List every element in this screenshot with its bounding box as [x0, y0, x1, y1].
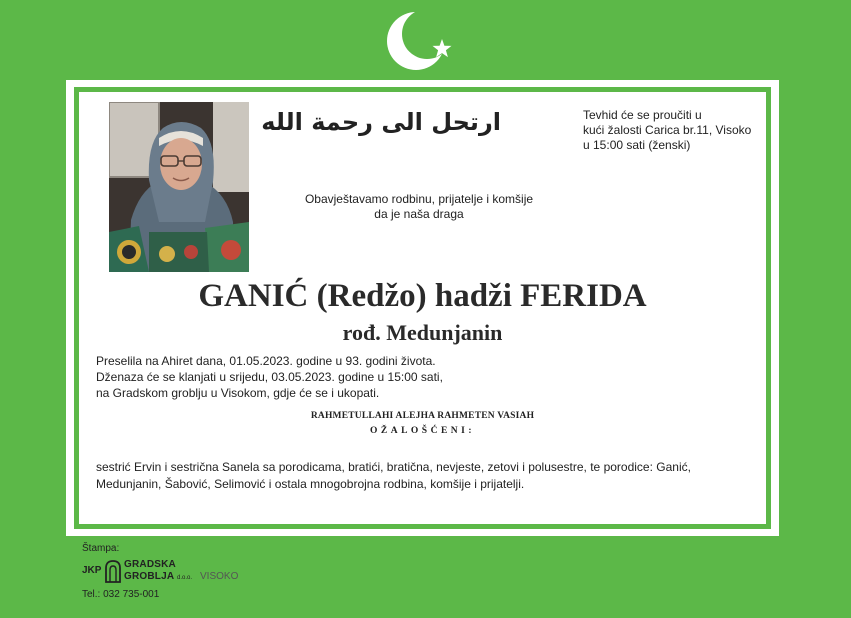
mourners-heading: OŽALOŠĆENI:	[369, 426, 475, 436]
notice-frame	[74, 87, 771, 529]
tevhid-line: Tevhid će se proučiti u	[583, 108, 702, 122]
prayer-line: RAHMETULLAHI ALEJHA RAHMETEN VASIAH	[310, 411, 535, 421]
cemetery-logo-icon	[104, 559, 122, 583]
tevhid-line: u 15:00 sati (ženski)	[583, 138, 691, 152]
obituary-notice	[66, 80, 779, 536]
details-line: Dženaza će se klanjati u srijedu, 03.05.2023. godine u 15:00 sati,	[96, 370, 443, 384]
details-line: na Gradskom groblju u Visokom, gdje će se i ukopati.	[96, 386, 380, 400]
tevhid-info	[583, 108, 773, 153]
company-city: VISOKO	[200, 571, 239, 582]
company-suffix: d.o.o.	[177, 575, 193, 581]
maiden-name: rođ. Medunjanin	[342, 320, 503, 345]
arabic-calligraphy: ارتحل الى رحمة الله	[261, 108, 501, 136]
tevhid-line: kući žalosti Carica br.11, Visoko	[583, 123, 752, 137]
intro-line: Obavještavamo rodbinu, prijatelje i komšije	[304, 192, 534, 206]
printer-footer	[82, 543, 302, 607]
portrait-photo	[109, 102, 249, 272]
intro-line: da je naša draga	[374, 207, 464, 221]
company-prefix: JKP	[82, 565, 102, 576]
crescent-and-star-icon	[385, 6, 457, 76]
funeral-details	[96, 353, 536, 401]
company-name-line2: GROBLJA	[124, 571, 175, 582]
details-line: Preselila na Ahiret dana, 01.05.2023. godine u 93. godini života.	[96, 354, 436, 368]
intro-text	[279, 192, 559, 222]
print-label: Štampa:	[82, 543, 120, 554]
mourners-list: sestrić Ervin i sestrična Sanela sa porodicama, bratići, bratična, nevjeste, zetovi i polusestre, te porodice: Ganić, Medunjanin, Šabović, Selimović i ostala mnogobrojna rodbina, komšije i prijatelji.	[96, 460, 691, 491]
phone-number: Tel.: 032 735-001	[82, 589, 160, 600]
company-name-line1: GRADSKA	[124, 559, 176, 570]
deceased-name: GANIĆ (Redžo) hadži FERIDA	[198, 278, 647, 314]
